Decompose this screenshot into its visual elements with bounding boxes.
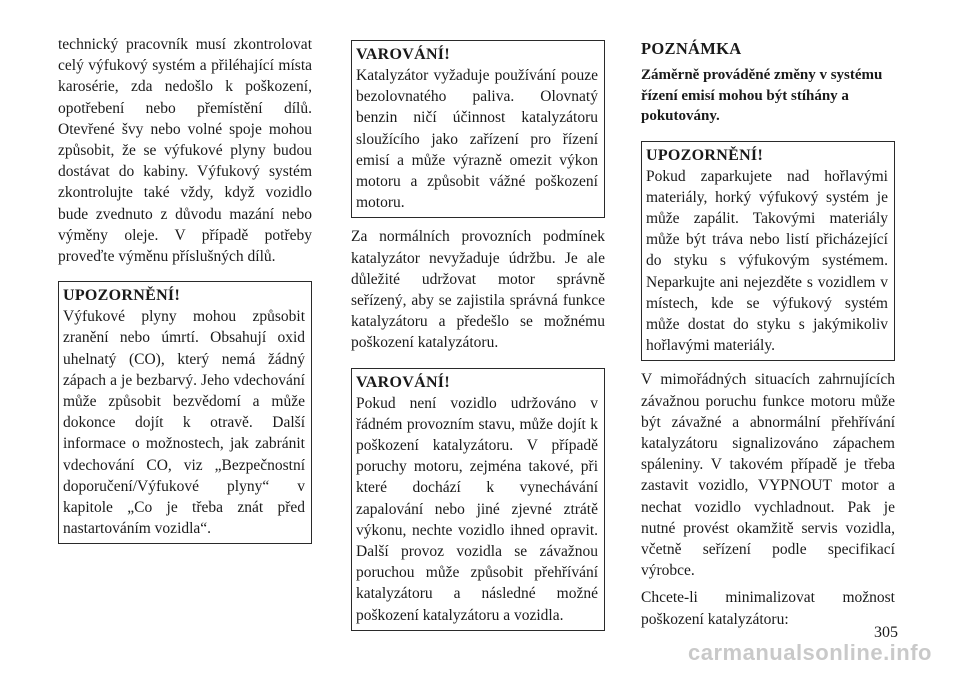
warning-title: UPOZORNĚNÍ! xyxy=(646,146,764,164)
caution-text: Katalyzátor vyžaduje používání pouze bezolovnatého paliva. Olovnatý benzin ničí účinnost katalyzátoru sloužícího jako zařízení pro řízení emisí a může výrazně omezit výkon motoru a způsobit vážné poškození motoru. xyxy=(356,67,598,212)
note-heading: POZNÁMKA xyxy=(641,39,742,58)
warning-title: UPOZORNĚNÍ! xyxy=(63,287,181,305)
maintenance-paragraph: Za normálních provozních podmínek katalyzátor nevyžaduje údržbu. Je ale důležité udržovat motor správně seřízený, aby se zajistila správná funkce katalyzátoru a předešlo se možnému poškození katalyzátoru. xyxy=(351,228,605,352)
minimize-paragraph: Chcete-li minimalizovat možnost poškození katalyzátoru: xyxy=(641,589,895,628)
warning-text: Pokud zaparkujete nad hořlavými materiály, horký výfukový systém je může zapálit. Takovými materiály může být tráva nebo listí přicházející do styku s výfukovým systémem. Neparkujte ani nejezděte s vozidlem v místech, kde se výfukový systém může dostat do styku s jakýmikoliv hořlavými materiály. xyxy=(646,167,888,355)
caution-text: Pokud není vozidlo udržováno v řádném provozním stavu, může dojít k poškození katalyzátoru. V případě poruchy motoru, zejména takové, při které dochází k vynechávání zapalování nebo jiné zjevné ztrátě výkonu, nechte vozidlo ihned opravit. Další provoz vozidla se závažnou poruchou může způsobit přehřívání katalyzátoru a následné možné poškození katalyzátoru a vozidla. xyxy=(356,394,598,624)
note-text: Záměrně prováděné změny v systému řízení emisí mohou být stíhány a pokutovány. xyxy=(641,67,883,124)
column-left xyxy=(58,34,312,544)
page-number: 305 xyxy=(874,624,898,641)
column-right xyxy=(641,34,895,630)
caution-box-engine xyxy=(351,368,605,631)
warning-text: Výfukové plyny mohou způsobit zranění nebo úmrtí. Obsahují oxid uhelnatý (CO), který nemá žádný zápach a je bezbarvý. Jeho vdechování může způsobit bezvědomí a může dokonce dojít k otravě. Další informace o možnostech, jak zabránit vdechování CO, viz „Bezpečnostní doporučení/Výfukové plyny“ v kapitole „Co je třeba znát před nastartováním vozidla“. xyxy=(63,308,305,538)
caution-box-fuel xyxy=(351,40,605,218)
column-middle xyxy=(351,40,605,631)
overheat-paragraph: V mimořádných situacích zahrnujících závažnou poruchu funkce motoru může být závažné a abnormální přehřívání katalyzátoru signalizováno zápachem spáleniny. V takovém případě je třeba zastavit vozidlo, VYPNOUT motor a nechat vozidlo vychladnout. Pak je nutné provést okamžitě servis vozidla, včetně seřízení podle specifikací výrobce. xyxy=(641,371,895,580)
caution-title: VAROVÁNÍ! xyxy=(356,373,450,391)
intro-paragraph: technický pracovník musí zkontrolovat celý výfukový systém a přiléhající místa karosérie, zda nedošlo k poškození, opotřebení nebo přemístění dílů. Otevřené švy nebo volné spoje mohou způsobit, že se výfukové plyny budou dostávat do kabiny. Výfukový systém zkontrolujte také vždy, když vozidlo bude zvednuto z důvodu mazání nebo výměny oleje. V případě potřeby proveďte výměnu příslušných dílů. xyxy=(58,36,312,266)
caution-title: VAROVÁNÍ! xyxy=(356,46,450,63)
warning-box-exhaust xyxy=(58,281,312,544)
warning-box-parking xyxy=(641,141,895,362)
watermark-text: carmanualsonline.info xyxy=(688,640,932,665)
